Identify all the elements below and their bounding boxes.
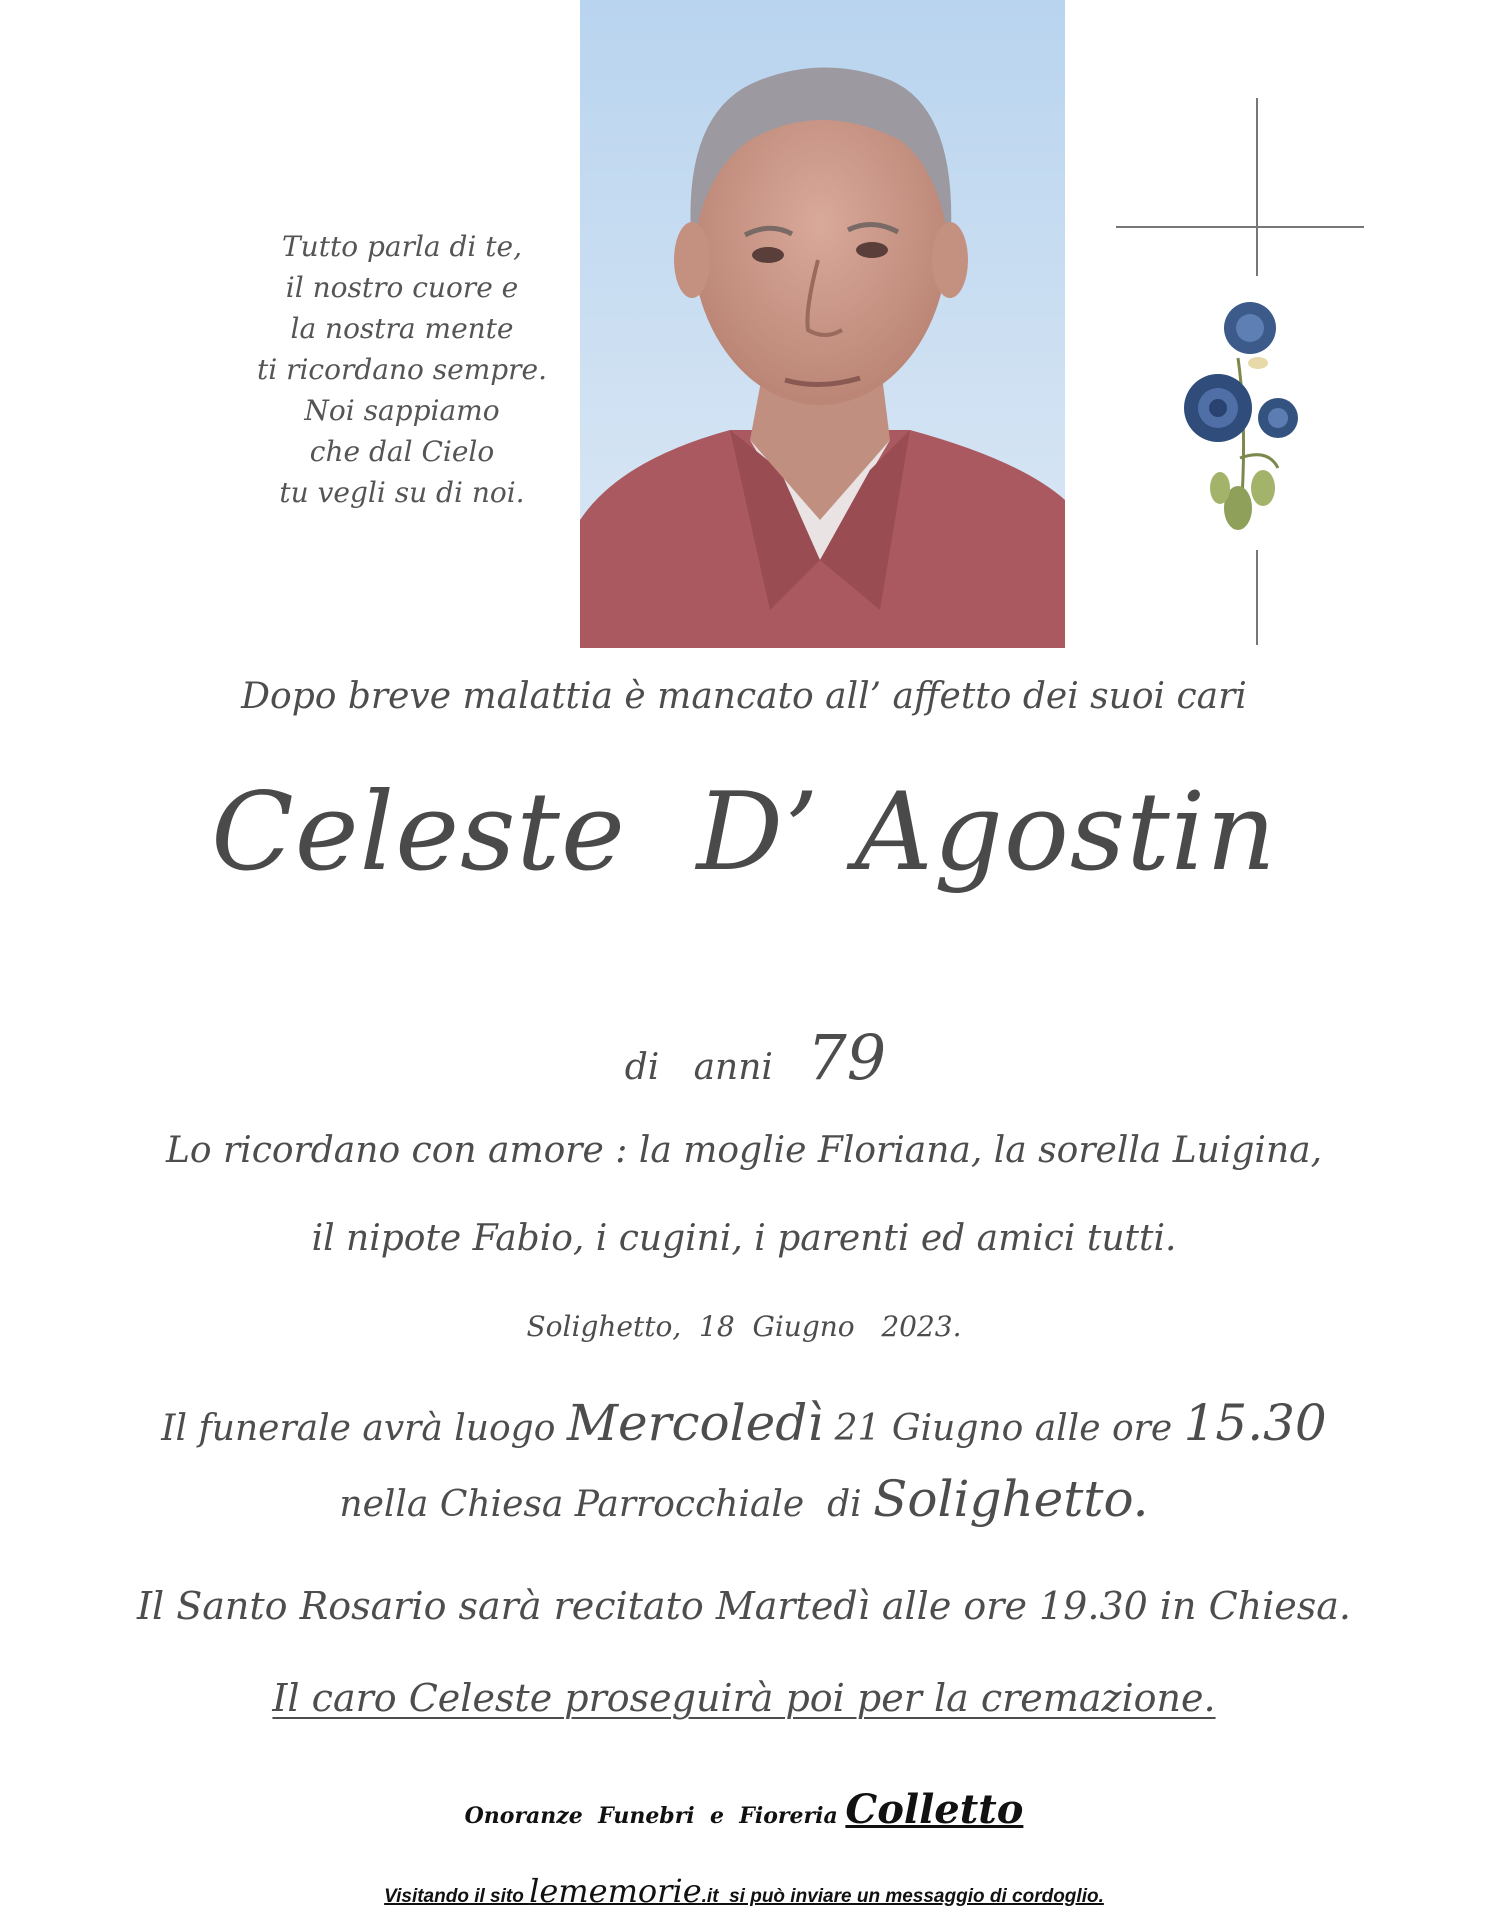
funeral-text: nella Chiesa Parrocchiale di — [339, 1484, 874, 1525]
cross-icon-base — [1256, 550, 1258, 645]
rosary-text: Il Santo Rosario sarà recitato Martedì alle ore 19.30 in Chiesa. — [136, 1584, 1352, 1628]
age-prefix: di anni — [624, 1047, 773, 1088]
remembrance-line-1: Lo ricordano con amore : la moglie Floriana, la sorella Luigina, — [165, 1130, 1323, 1171]
agency-brand: Colletto — [845, 1786, 1024, 1833]
poem-line: Noi sappiamo — [304, 394, 500, 427]
funeral-text: 21 Giugno alle ore — [823, 1408, 1184, 1449]
cross-icon — [1256, 98, 1258, 276]
deceased-name: Celeste D’ Agostin — [211, 770, 1277, 895]
footer-text: Visitando il sito — [384, 1886, 530, 1907]
blue-roses-icon — [1178, 298, 1308, 538]
website-link[interactable]: lememorie — [529, 1872, 702, 1910]
funeral-time: 15.30 — [1183, 1394, 1327, 1452]
poem-line: ti ricordano sempre. — [256, 353, 548, 386]
age-value: 79 — [807, 1021, 887, 1094]
funeral-agency — [0, 1786, 1488, 1833]
poem-line: tu vegli su di noi. — [279, 476, 525, 509]
agency-prefix: Onoranze Funebri e Fioreria — [464, 1803, 846, 1829]
footer-text: .it si può inviare un messaggio di cordoglio. — [701, 1886, 1104, 1907]
funeral-place: Solighetto. — [873, 1470, 1149, 1528]
poem-line: Tutto parla di te, — [281, 230, 523, 263]
funeral-line-2 — [0, 1470, 1488, 1528]
memorial-poem — [252, 226, 552, 513]
funeral-line-1 — [0, 1394, 1488, 1452]
cremation-label: Il caro Celeste proseguirà poi per la cremazione. — [272, 1676, 1216, 1720]
funeral-text: Il funerale avrà luogo — [161, 1408, 567, 1449]
intro-text: Dopo breve malattia è mancato all’ affetto dei suoi cari — [241, 676, 1247, 717]
age-line — [0, 980, 1488, 1094]
place-date: Solighetto, 18 Giugno 2023. — [526, 1310, 962, 1343]
poem-line: che dal Cielo — [309, 435, 495, 468]
poem-line: la nostra mente — [290, 312, 514, 345]
footer-note — [0, 1872, 1488, 1910]
funeral-day: Mercoledì — [566, 1394, 824, 1452]
cross-icon-bar — [1116, 226, 1364, 228]
portrait-photo — [580, 0, 1065, 648]
remembrance-line-2: il nipote Fabio, i cugini, i parenti ed amici tutti. — [311, 1218, 1177, 1259]
cremation-text — [0, 1676, 1488, 1720]
poem-line: il nostro cuore e — [285, 271, 519, 304]
